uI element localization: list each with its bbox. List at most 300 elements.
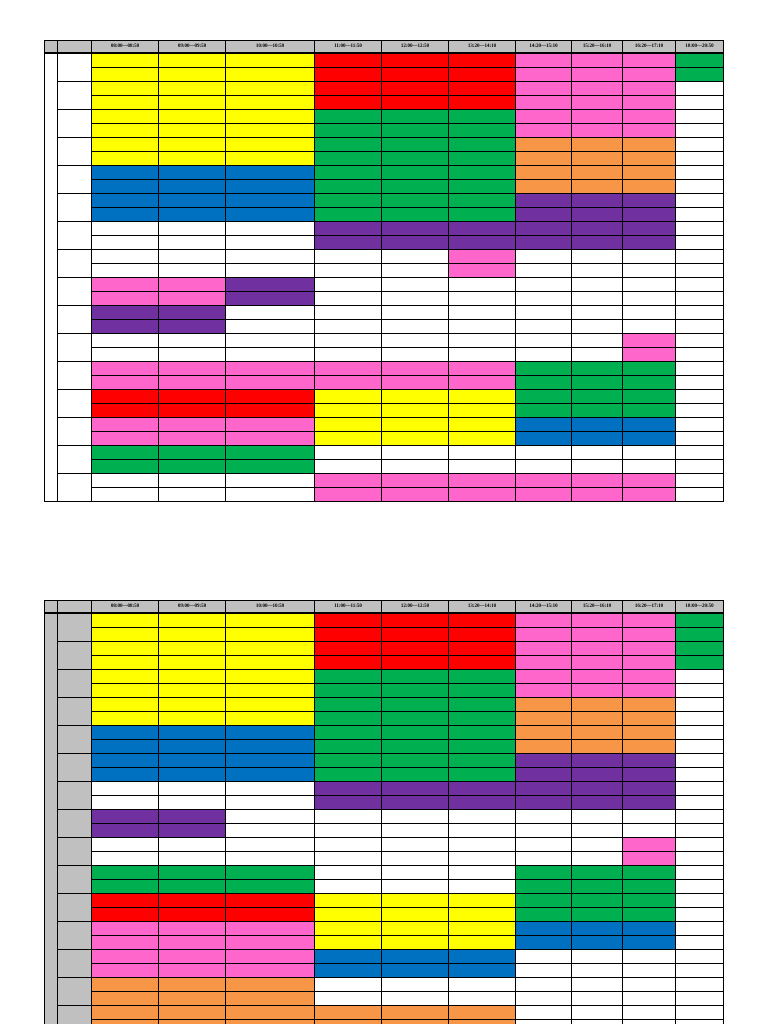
row-label: [57, 473, 91, 501]
schedule-cell: [571, 53, 622, 67]
schedule-cell: [91, 487, 158, 501]
grid-line: [91, 907, 724, 908]
schedule-cell: [448, 837, 515, 851]
grid-line: [448, 600, 449, 1024]
schedule-cell: [381, 53, 448, 67]
schedule-cell: [515, 165, 571, 179]
schedule-cell: [515, 333, 571, 347]
schedule-cell: [158, 753, 225, 767]
row-label: [57, 781, 91, 809]
schedule-cell: [381, 921, 448, 935]
row-group-column: [44, 613, 57, 1024]
time-slot-header: 14:20—15:10: [515, 600, 572, 613]
grid-line: [91, 263, 724, 264]
schedule-cell: [571, 249, 622, 263]
grid-line: [314, 40, 315, 502]
schedule-cell: [515, 739, 571, 753]
grid-line: [91, 795, 724, 796]
row-label: [57, 221, 91, 249]
schedule-cell: [571, 95, 622, 109]
schedule-cell: [91, 697, 158, 711]
schedule-cell: [314, 753, 381, 767]
schedule-cell: [314, 347, 381, 361]
schedule-cell: [448, 109, 515, 123]
schedule-cell: [225, 67, 314, 81]
schedule-cell: [91, 221, 158, 235]
schedule-cell: [158, 277, 225, 291]
schedule-cell: [381, 389, 448, 403]
schedule-cell: [381, 907, 448, 921]
schedule-cell: [448, 907, 515, 921]
schedule-cell: [448, 879, 515, 893]
schedule-cell: [571, 683, 622, 697]
schedule-cell: [571, 417, 622, 431]
schedule-cell: [314, 837, 381, 851]
schedule-cell: [158, 991, 225, 1005]
schedule-cell: [381, 991, 448, 1005]
schedule-cell: [381, 739, 448, 753]
grid-line: [381, 600, 382, 1024]
schedule-cell: [314, 1019, 381, 1024]
grid-line: [57, 893, 724, 894]
schedule-cell: [675, 949, 723, 963]
schedule-cell: [515, 473, 571, 487]
schedule-cell: [91, 67, 158, 81]
schedule-cell: [675, 627, 723, 641]
grid-line: [57, 361, 724, 362]
schedule-cell: [622, 249, 675, 263]
schedule-cell: [225, 669, 314, 683]
grid-line: [57, 753, 724, 754]
schedule-cell: [675, 823, 723, 837]
schedule-cell: [91, 417, 158, 431]
schedule-cell: [91, 305, 158, 319]
schedule-cell: [675, 977, 723, 991]
schedule-cell: [225, 1019, 314, 1024]
schedule-cell: [515, 711, 571, 725]
schedule-cell: [622, 725, 675, 739]
schedule-cell: [381, 445, 448, 459]
schedule-cell: [314, 683, 381, 697]
schedule-cell: [448, 403, 515, 417]
schedule-cell: [448, 795, 515, 809]
schedule-cell: [314, 823, 381, 837]
schedule-cell: [622, 291, 675, 305]
schedule-cell: [675, 445, 723, 459]
schedule-cell: [571, 221, 622, 235]
schedule-cell: [225, 655, 314, 669]
row-label: [57, 333, 91, 361]
schedule-cell: [675, 123, 723, 137]
schedule-cell: [622, 137, 675, 151]
schedule-cell: [622, 235, 675, 249]
schedule-cell: [675, 459, 723, 473]
schedule-cell: [515, 431, 571, 445]
schedule-cell: [91, 641, 158, 655]
row-label: [57, 53, 91, 81]
schedule-cell: [448, 753, 515, 767]
schedule-cell: [622, 305, 675, 319]
schedule-cell: [158, 851, 225, 865]
schedule-cell: [448, 669, 515, 683]
schedule-cell: [381, 305, 448, 319]
schedule-cell: [515, 305, 571, 319]
schedule-cell: [91, 655, 158, 669]
schedule-cell: [675, 753, 723, 767]
grid-line: [91, 711, 724, 712]
schedule-cell: [381, 669, 448, 683]
schedule-cell: [675, 697, 723, 711]
schedule-cell: [515, 417, 571, 431]
grid-line: [57, 697, 724, 698]
grid-line: [158, 40, 159, 502]
schedule-cell: [448, 137, 515, 151]
schedule-cell: [381, 375, 448, 389]
schedule-cell: [515, 823, 571, 837]
schedule-cell: [448, 67, 515, 81]
schedule-cell: [675, 221, 723, 235]
schedule-cell: [91, 95, 158, 109]
schedule-cell: [448, 725, 515, 739]
schedule-cell: [158, 697, 225, 711]
header-corner: [57, 600, 92, 613]
schedule-cell: [91, 81, 158, 95]
schedule-cell: [448, 641, 515, 655]
schedule-cell: [622, 697, 675, 711]
schedule-cell: [571, 319, 622, 333]
schedule-cell: [515, 767, 571, 781]
schedule-cell: [314, 53, 381, 67]
schedule-cell: [571, 207, 622, 221]
schedule-cell: [381, 473, 448, 487]
row-label: [57, 613, 91, 641]
schedule-cell: [225, 319, 314, 333]
schedule-cell: [225, 193, 314, 207]
schedule-cell: [571, 81, 622, 95]
schedule-cell: [314, 613, 381, 627]
schedule-cell: [225, 809, 314, 823]
grid-line: [622, 40, 623, 502]
schedule-cell: [448, 823, 515, 837]
schedule-cell: [91, 879, 158, 893]
schedule-cell: [225, 781, 314, 795]
schedule-cell: [314, 165, 381, 179]
schedule-cell: [448, 739, 515, 753]
schedule-cell: [381, 109, 448, 123]
schedule-cell: [158, 179, 225, 193]
grid-line: [57, 109, 724, 110]
schedule-cell: [622, 263, 675, 277]
time-slot-header: 08:00—08:50: [91, 600, 159, 613]
schedule-cell: [622, 1019, 675, 1024]
time-slot-header: 09:00—09:50: [158, 40, 226, 53]
grid-line: [91, 935, 724, 936]
schedule-cell: [675, 781, 723, 795]
schedule-cell: [571, 459, 622, 473]
grid-line: [91, 431, 724, 432]
schedule-cell: [622, 865, 675, 879]
schedule-cell: [225, 235, 314, 249]
schedule-cell: [675, 347, 723, 361]
schedule-cell: [448, 683, 515, 697]
schedule-cell: [381, 277, 448, 291]
schedule-cell: [571, 137, 622, 151]
schedule-cell: [448, 977, 515, 991]
schedule-cell: [675, 291, 723, 305]
schedule-cell: [675, 193, 723, 207]
schedule-cell: [381, 67, 448, 81]
schedule-cell: [225, 109, 314, 123]
time-slot-header: 14:20—15:10: [515, 40, 572, 53]
schedule-cell: [225, 445, 314, 459]
schedule-cell: [622, 319, 675, 333]
schedule-cell: [515, 627, 571, 641]
schedule-cell: [515, 641, 571, 655]
grid-line: [381, 40, 382, 502]
schedule-cell: [314, 851, 381, 865]
schedule-cell: [225, 361, 314, 375]
schedule-cell: [314, 333, 381, 347]
schedule-cell: [91, 711, 158, 725]
grid-line: [91, 207, 724, 208]
schedule-cell: [91, 361, 158, 375]
schedule-cell: [91, 277, 158, 291]
schedule-cell: [515, 795, 571, 809]
schedule-cell: [314, 305, 381, 319]
schedule-cell: [622, 851, 675, 865]
schedule-cell: [225, 431, 314, 445]
schedule-cell: [381, 865, 448, 879]
schedule-cell: [622, 67, 675, 81]
schedule-cell: [675, 907, 723, 921]
row-label: [57, 417, 91, 445]
time-slot-header: 18:00—20:50: [675, 40, 724, 53]
schedule-cell: [675, 137, 723, 151]
schedule-cell: [571, 795, 622, 809]
schedule-cell: [158, 67, 225, 81]
schedule-cell: [675, 893, 723, 907]
schedule-cell: [314, 739, 381, 753]
schedule-cell: [314, 459, 381, 473]
schedule-cell: [448, 263, 515, 277]
schedule-cell: [225, 739, 314, 753]
schedule-cell: [91, 781, 158, 795]
schedule-cell: [622, 739, 675, 753]
schedule-cell: [515, 375, 571, 389]
schedule-cell: [622, 221, 675, 235]
schedule-cell: [571, 1005, 622, 1019]
schedule-cell: [515, 137, 571, 151]
schedule-cell: [622, 389, 675, 403]
schedule-cell: [571, 333, 622, 347]
schedule-cell: [622, 445, 675, 459]
schedule-cell: [314, 389, 381, 403]
schedule-cell: [515, 361, 571, 375]
row-label: [57, 809, 91, 837]
schedule-cell: [515, 949, 571, 963]
schedule-cell: [225, 123, 314, 137]
grid-line: [723, 600, 724, 1024]
schedule-cell: [314, 81, 381, 95]
schedule-cell: [515, 221, 571, 235]
schedule-cell: [515, 1005, 571, 1019]
schedule-cell: [314, 487, 381, 501]
row-label: [57, 305, 91, 333]
schedule-cell: [158, 655, 225, 669]
grid-line: [44, 40, 724, 41]
schedule-cell: [314, 445, 381, 459]
schedule-cell: [91, 151, 158, 165]
schedule-cell: [314, 375, 381, 389]
schedule-cell: [91, 193, 158, 207]
schedule-cell: [515, 683, 571, 697]
schedule-cell: [448, 361, 515, 375]
header-corner: [44, 40, 58, 53]
schedule-cell: [675, 109, 723, 123]
schedule-cell: [448, 921, 515, 935]
schedule-cell: [91, 921, 158, 935]
schedule-cell: [515, 207, 571, 221]
schedule-cell: [571, 165, 622, 179]
schedule-cell: [225, 305, 314, 319]
grid-line: [57, 473, 724, 474]
schedule-cell: [571, 655, 622, 669]
schedule-cell: [314, 249, 381, 263]
schedule-cell: [314, 977, 381, 991]
schedule-cell: [622, 879, 675, 893]
schedule-cell: [622, 781, 675, 795]
schedule-cell: [158, 907, 225, 921]
schedule-cell: [314, 963, 381, 977]
schedule-cell: [675, 95, 723, 109]
row-label: [57, 137, 91, 165]
schedule-cell: [515, 613, 571, 627]
grid-line: [57, 221, 724, 222]
grid-line: [91, 655, 724, 656]
row-label: [57, 865, 91, 893]
schedule-cell: [314, 179, 381, 193]
grid-line: [91, 963, 724, 964]
schedule-cell: [314, 935, 381, 949]
schedule-cell: [91, 963, 158, 977]
schedule-cell: [158, 319, 225, 333]
grid-line: [515, 40, 516, 502]
schedule-cell: [515, 249, 571, 263]
schedule-cell: [158, 823, 225, 837]
schedule-cell: [381, 641, 448, 655]
schedule-cell: [571, 781, 622, 795]
schedule-cell: [448, 655, 515, 669]
grid-line: [91, 403, 724, 404]
schedule-cell: [91, 249, 158, 263]
schedule-cell: [571, 697, 622, 711]
row-label: [57, 361, 91, 389]
schedule-cell: [225, 893, 314, 907]
schedule-cell: [675, 655, 723, 669]
schedule-cell: [571, 445, 622, 459]
schedule-cell: [381, 963, 448, 977]
schedule-cell: [571, 641, 622, 655]
time-slot-header: 10:00—10:50: [225, 600, 315, 613]
schedule-cell: [225, 137, 314, 151]
row-label: [57, 837, 91, 865]
schedule-cell: [381, 613, 448, 627]
grid-line: [57, 781, 724, 782]
schedule-cell: [571, 123, 622, 137]
schedule-cell: [91, 683, 158, 697]
grid-line: [91, 851, 724, 852]
schedule-cell: [225, 207, 314, 221]
schedule-cell: [515, 487, 571, 501]
grid-line: [91, 40, 92, 502]
schedule-cell: [675, 935, 723, 949]
grid-line: [57, 641, 724, 642]
schedule-cell: [314, 893, 381, 907]
grid-line: [622, 600, 623, 1024]
schedule-cell: [314, 809, 381, 823]
schedule-cell: [675, 165, 723, 179]
row-label: [57, 669, 91, 697]
schedule-cell: [515, 977, 571, 991]
grid-line: [57, 389, 724, 390]
schedule-cell: [448, 277, 515, 291]
schedule-cell: [225, 1005, 314, 1019]
schedule-cell: [675, 81, 723, 95]
schedule-cell: [571, 991, 622, 1005]
schedule-cell: [381, 627, 448, 641]
schedule-cell: [675, 417, 723, 431]
schedule-cell: [381, 207, 448, 221]
schedule-cell: [158, 879, 225, 893]
schedule-cell: [158, 473, 225, 487]
schedule-cell: [571, 151, 622, 165]
grid-line: [57, 1005, 724, 1006]
schedule-cell: [314, 725, 381, 739]
schedule-cell: [91, 865, 158, 879]
schedule-cell: [675, 67, 723, 81]
schedule-cell: [515, 403, 571, 417]
schedule-cell: [91, 767, 158, 781]
row-label: [57, 725, 91, 753]
schedule-cell: [622, 473, 675, 487]
schedule-cell: [381, 725, 448, 739]
schedule-cell: [314, 431, 381, 445]
schedule-cell: [314, 865, 381, 879]
schedule-cell: [158, 263, 225, 277]
schedule-cell: [675, 53, 723, 67]
grid-line: [91, 375, 724, 376]
grid-line: [91, 123, 724, 124]
schedule-cell: [314, 907, 381, 921]
schedule-cell: [158, 193, 225, 207]
schedule-cell: [158, 207, 225, 221]
schedule-cell: [515, 459, 571, 473]
grid-line: [91, 767, 724, 768]
time-slot-header: 15:20—16:10: [571, 600, 623, 613]
schedule-cell: [91, 319, 158, 333]
schedule-cell: [571, 893, 622, 907]
grid-line: [57, 305, 724, 306]
schedule-cell: [571, 935, 622, 949]
schedule-cell: [515, 963, 571, 977]
schedule-cell: [158, 795, 225, 809]
schedule-cell: [225, 179, 314, 193]
schedule-cell: [225, 641, 314, 655]
schedule-cell: [381, 263, 448, 277]
grid-line: [91, 683, 724, 684]
schedule-cell: [622, 193, 675, 207]
schedule-cell: [158, 711, 225, 725]
